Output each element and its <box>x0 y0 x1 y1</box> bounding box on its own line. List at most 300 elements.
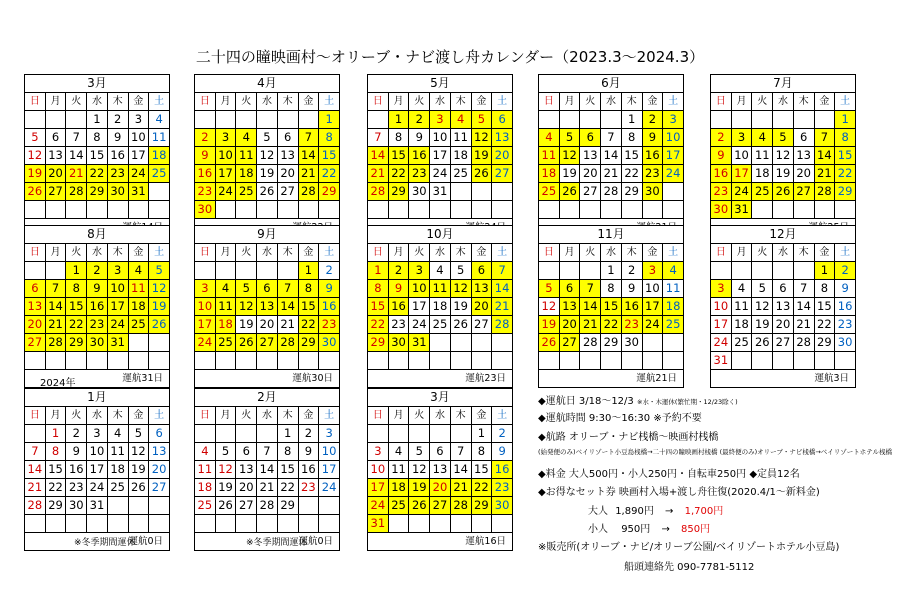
day-cell: 24 <box>319 479 340 497</box>
day-cell: 30 <box>492 497 513 515</box>
empty-cell <box>87 352 108 370</box>
day-cell: 7 <box>450 443 471 461</box>
empty-cell <box>215 201 236 219</box>
day-cell: 23 <box>621 316 642 334</box>
weekday-header: 木 <box>793 93 814 111</box>
empty-cell <box>215 515 236 533</box>
empty-cell <box>711 111 732 129</box>
empty-cell <box>319 515 340 533</box>
empty-cell <box>621 352 642 370</box>
day-cell: 22 <box>277 479 298 497</box>
month-header: 6月 <box>539 75 684 93</box>
day-cell: 27 <box>793 183 814 201</box>
empty-cell <box>580 201 601 219</box>
empty-cell <box>642 201 663 219</box>
weekday-header: 月 <box>45 407 66 425</box>
weekday-header: 水 <box>87 407 108 425</box>
day-cell: 24 <box>128 165 149 183</box>
weekday-header: 土 <box>319 244 340 262</box>
weekday-header: 木 <box>793 244 814 262</box>
day-cell: 27 <box>471 316 492 334</box>
day-cell: 6 <box>25 280 46 298</box>
day-cell: 4 <box>149 111 170 129</box>
day-cell: 10 <box>731 147 752 165</box>
day-cell: 4 <box>450 111 471 129</box>
empty-cell <box>277 111 298 129</box>
weekday-header: 金 <box>128 93 149 111</box>
day-cell: 31 <box>430 183 451 201</box>
empty-cell <box>814 111 835 129</box>
weekday-header: 日 <box>711 244 732 262</box>
empty-cell <box>752 352 773 370</box>
day-cell: 26 <box>559 183 580 201</box>
empty-cell <box>45 352 66 370</box>
empty-cell <box>430 334 451 352</box>
weekday-header: 木 <box>277 407 298 425</box>
day-cell: 19 <box>471 147 492 165</box>
empty-cell <box>430 515 451 533</box>
empty-cell <box>298 111 319 129</box>
empty-cell <box>580 111 601 129</box>
day-cell: 5 <box>539 280 560 298</box>
empty-cell <box>388 352 409 370</box>
day-cell: 5 <box>471 111 492 129</box>
empty-cell <box>430 352 451 370</box>
empty-cell <box>277 515 298 533</box>
day-cell: 14 <box>298 147 319 165</box>
day-cell: 21 <box>257 479 278 497</box>
day-cell: 9 <box>642 129 663 147</box>
weekday-header: 木 <box>450 93 471 111</box>
empty-cell <box>25 515 46 533</box>
day-cell: 22 <box>814 316 835 334</box>
empty-cell <box>128 334 149 352</box>
empty-cell <box>128 515 149 533</box>
day-cell: 3 <box>430 111 451 129</box>
empty-cell <box>236 425 257 443</box>
weekday-header: 土 <box>149 407 170 425</box>
day-cell: 1 <box>298 262 319 280</box>
day-cell: 25 <box>215 334 236 352</box>
operation-days-count: 運航16日 <box>368 533 513 551</box>
day-cell: 26 <box>25 183 46 201</box>
empty-cell <box>409 425 430 443</box>
day-cell: 13 <box>25 298 46 316</box>
empty-cell <box>149 183 170 201</box>
day-cell: 26 <box>236 334 257 352</box>
weekday-header: 日 <box>25 244 46 262</box>
day-cell: 20 <box>25 316 46 334</box>
month-calendar <box>194 388 340 551</box>
empty-cell <box>45 262 66 280</box>
day-cell: 15 <box>87 147 108 165</box>
weekday-header: 日 <box>195 93 216 111</box>
day-cell: 15 <box>621 147 642 165</box>
day-cell: 28 <box>580 334 601 352</box>
weekday-header: 日 <box>368 407 389 425</box>
day-cell: 29 <box>319 183 340 201</box>
day-cell: 8 <box>66 280 87 298</box>
day-cell: 15 <box>45 461 66 479</box>
day-cell: 8 <box>87 129 108 147</box>
day-cell: 8 <box>601 280 622 298</box>
empty-cell <box>66 515 87 533</box>
weekday-header: 土 <box>319 407 340 425</box>
day-cell: 10 <box>711 298 732 316</box>
day-cell: 16 <box>107 147 128 165</box>
day-cell: 17 <box>128 147 149 165</box>
day-cell: 1 <box>814 262 835 280</box>
weekday-header: 水 <box>601 93 622 111</box>
empty-cell <box>471 334 492 352</box>
day-cell: 5 <box>236 280 257 298</box>
day-cell: 23 <box>66 479 87 497</box>
day-cell: 22 <box>601 316 622 334</box>
day-cell: 12 <box>257 147 278 165</box>
day-cell: 29 <box>45 497 66 515</box>
day-cell: 6 <box>45 129 66 147</box>
empty-cell <box>492 201 513 219</box>
day-cell: 1 <box>621 111 642 129</box>
day-cell: 20 <box>559 316 580 334</box>
day-cell: 16 <box>642 147 663 165</box>
day-cell: 20 <box>257 316 278 334</box>
day-cell: 7 <box>793 280 814 298</box>
weekday-header: 金 <box>471 93 492 111</box>
weekday-header: 金 <box>814 93 835 111</box>
empty-cell <box>128 497 149 515</box>
day-cell: 3 <box>663 111 684 129</box>
day-cell: 25 <box>128 316 149 334</box>
empty-cell <box>128 352 149 370</box>
day-cell: 30 <box>621 334 642 352</box>
empty-cell <box>773 352 794 370</box>
day-cell: 24 <box>409 316 430 334</box>
day-cell: 31 <box>107 334 128 352</box>
weekday-header: 土 <box>663 244 684 262</box>
weekday-header: 土 <box>835 244 856 262</box>
day-cell: 3 <box>215 129 236 147</box>
day-cell: 13 <box>149 443 170 461</box>
weekday-header: 火 <box>66 93 87 111</box>
weekday-header: 木 <box>277 244 298 262</box>
day-cell: 1 <box>471 425 492 443</box>
day-cell: 25 <box>149 165 170 183</box>
day-cell: 28 <box>450 497 471 515</box>
day-cell: 31 <box>731 201 752 219</box>
day-cell: 15 <box>388 147 409 165</box>
day-cell: 7 <box>257 443 278 461</box>
day-cell: 17 <box>642 298 663 316</box>
day-cell: 16 <box>492 461 513 479</box>
day-cell: 20 <box>793 165 814 183</box>
day-cell: 5 <box>559 129 580 147</box>
day-cell: 30 <box>409 183 430 201</box>
day-cell: 18 <box>663 298 684 316</box>
operation-days-line <box>538 392 738 407</box>
day-cell: 28 <box>45 334 66 352</box>
empty-cell <box>471 183 492 201</box>
weekday-header: 土 <box>149 244 170 262</box>
day-cell: 12 <box>539 298 560 316</box>
day-cell: 3 <box>368 443 389 461</box>
day-cell: 13 <box>471 280 492 298</box>
day-cell: 24 <box>711 334 732 352</box>
empty-cell <box>711 262 732 280</box>
month-calendar <box>538 74 684 237</box>
day-cell: 18 <box>450 147 471 165</box>
empty-cell <box>149 497 170 515</box>
day-cell: 23 <box>298 479 319 497</box>
empty-cell <box>773 201 794 219</box>
day-cell: 7 <box>66 129 87 147</box>
day-cell: 6 <box>236 443 257 461</box>
empty-cell <box>471 352 492 370</box>
day-cell: 26 <box>149 316 170 334</box>
weekday-header: 土 <box>492 244 513 262</box>
day-cell: 1 <box>87 111 108 129</box>
empty-cell <box>580 262 601 280</box>
day-cell: 28 <box>601 183 622 201</box>
child-price-line <box>588 520 710 535</box>
day-cell: 17 <box>368 479 389 497</box>
day-cell: 12 <box>409 461 430 479</box>
day-cell: 21 <box>66 165 87 183</box>
day-cell: 3 <box>731 129 752 147</box>
day-cell: 17 <box>663 147 684 165</box>
day-cell: 7 <box>580 280 601 298</box>
empty-cell <box>257 111 278 129</box>
empty-cell <box>773 111 794 129</box>
day-cell: 19 <box>752 316 773 334</box>
day-cell: 22 <box>835 165 856 183</box>
empty-cell <box>835 352 856 370</box>
month-header: 12月 <box>711 226 856 244</box>
empty-cell <box>559 352 580 370</box>
day-cell: 31 <box>128 183 149 201</box>
weekday-header: 水 <box>601 244 622 262</box>
weekday-header: 金 <box>642 93 663 111</box>
day-cell: 15 <box>319 147 340 165</box>
weekday-header: 火 <box>236 93 257 111</box>
month-header: 10月 <box>368 226 513 244</box>
day-cell: 17 <box>195 316 216 334</box>
arrow-icon: → <box>661 524 670 535</box>
winter-closed-note-jan: ※冬季期間運休 <box>74 538 136 548</box>
day-cell: 9 <box>107 129 128 147</box>
weekday-header: 金 <box>814 244 835 262</box>
day-cell: 13 <box>430 461 451 479</box>
day-cell: 18 <box>731 316 752 334</box>
day-cell: 1 <box>388 111 409 129</box>
empty-cell <box>257 262 278 280</box>
weekday-header: 水 <box>87 244 108 262</box>
day-cell: 2 <box>711 129 732 147</box>
day-cell: 7 <box>25 443 46 461</box>
day-cell: 16 <box>66 461 87 479</box>
empty-cell <box>215 352 236 370</box>
weekday-header: 月 <box>215 93 236 111</box>
day-cell: 24 <box>642 316 663 334</box>
empty-cell <box>257 425 278 443</box>
day-cell: 28 <box>257 497 278 515</box>
empty-cell <box>236 262 257 280</box>
day-cell: 19 <box>773 165 794 183</box>
month-header: 11月 <box>539 226 684 244</box>
empty-cell <box>663 352 684 370</box>
day-cell: 18 <box>430 298 451 316</box>
empty-cell <box>45 515 66 533</box>
day-cell: 3 <box>711 280 732 298</box>
empty-cell <box>87 201 108 219</box>
day-cell: 29 <box>87 183 108 201</box>
day-cell: 6 <box>471 262 492 280</box>
day-cell: 28 <box>298 183 319 201</box>
empty-cell <box>814 352 835 370</box>
day-cell: 23 <box>409 165 430 183</box>
month-calendar <box>194 74 340 237</box>
month-calendar <box>710 74 856 237</box>
day-cell: 31 <box>711 352 732 370</box>
day-cell: 27 <box>580 183 601 201</box>
day-cell: 16 <box>195 165 216 183</box>
day-cell: 29 <box>621 183 642 201</box>
month-calendar <box>24 74 170 237</box>
month-calendar <box>24 388 170 551</box>
empty-cell <box>471 201 492 219</box>
weekday-header: 土 <box>663 93 684 111</box>
empty-cell <box>195 111 216 129</box>
empty-cell <box>752 201 773 219</box>
day-cell: 7 <box>298 129 319 147</box>
day-cell: 28 <box>277 334 298 352</box>
weekday-header: 日 <box>711 93 732 111</box>
day-cell: 13 <box>236 461 257 479</box>
empty-cell <box>45 201 66 219</box>
day-cell: 29 <box>66 334 87 352</box>
weekday-header: 火 <box>236 244 257 262</box>
day-cell: 10 <box>215 147 236 165</box>
route: ◆航路 オリーブ・ナビ桟橋～映画村桟橋 <box>538 432 719 443</box>
day-cell: 30 <box>711 201 732 219</box>
day-cell: 5 <box>409 443 430 461</box>
day-cell: 25 <box>195 497 216 515</box>
day-cell: 18 <box>149 147 170 165</box>
day-cell: 13 <box>257 298 278 316</box>
day-cell: 10 <box>642 280 663 298</box>
day-cell: 27 <box>149 479 170 497</box>
day-cell: 6 <box>773 280 794 298</box>
operation-days-count: 運航31日 <box>25 370 170 388</box>
fare-line <box>538 465 800 480</box>
day-cell: 21 <box>368 165 389 183</box>
day-cell: 23 <box>388 316 409 334</box>
empty-cell <box>257 201 278 219</box>
empty-cell <box>298 352 319 370</box>
day-cell: 4 <box>752 129 773 147</box>
empty-cell <box>236 111 257 129</box>
day-cell: 4 <box>215 280 236 298</box>
empty-cell <box>128 201 149 219</box>
day-cell: 24 <box>195 334 216 352</box>
month-header: 3月 <box>368 389 513 407</box>
empty-cell <box>450 425 471 443</box>
day-cell: 1 <box>45 425 66 443</box>
empty-cell <box>25 262 46 280</box>
empty-cell <box>793 262 814 280</box>
day-cell: 24 <box>663 165 684 183</box>
weekday-header: 月 <box>215 244 236 262</box>
day-cell: 9 <box>621 280 642 298</box>
day-cell: 4 <box>731 280 752 298</box>
day-cell: 9 <box>298 443 319 461</box>
empty-cell <box>793 201 814 219</box>
weekday-header: 日 <box>195 407 216 425</box>
weekday-header: 水 <box>773 93 794 111</box>
empty-cell <box>388 425 409 443</box>
day-cell: 15 <box>814 298 835 316</box>
adult-new-price: 1,700円 <box>684 506 724 517</box>
day-cell: 22 <box>319 165 340 183</box>
empty-cell <box>731 262 752 280</box>
empty-cell <box>430 425 451 443</box>
day-cell: 19 <box>236 316 257 334</box>
day-cell: 1 <box>368 262 389 280</box>
weekday-header: 土 <box>492 93 513 111</box>
month-calendar <box>24 225 170 388</box>
day-cell: 13 <box>559 298 580 316</box>
empty-cell <box>471 515 492 533</box>
day-cell: 8 <box>471 443 492 461</box>
day-cell: 25 <box>450 165 471 183</box>
day-cell: 2 <box>195 129 216 147</box>
day-cell: 30 <box>195 201 216 219</box>
day-cell: 27 <box>236 497 257 515</box>
weekday-header: 日 <box>25 407 46 425</box>
set-ticket: ◆お得なセット券 映画村入場+渡し舟往復(2020.4/1～新料金) <box>538 487 820 498</box>
empty-cell <box>25 111 46 129</box>
empty-cell <box>298 201 319 219</box>
weekday-header: 月 <box>45 93 66 111</box>
empty-cell <box>257 515 278 533</box>
day-cell: 28 <box>492 316 513 334</box>
weekday-header: 金 <box>471 407 492 425</box>
day-cell: 13 <box>45 147 66 165</box>
empty-cell <box>236 352 257 370</box>
empty-cell <box>663 334 684 352</box>
weekday-header: 水 <box>257 244 278 262</box>
empty-cell <box>450 352 471 370</box>
empty-cell <box>752 111 773 129</box>
weekday-header: 金 <box>298 244 319 262</box>
day-cell: 1 <box>601 262 622 280</box>
day-cell: 23 <box>492 479 513 497</box>
month-calendar <box>367 74 513 237</box>
weekday-header: 金 <box>298 407 319 425</box>
empty-cell <box>492 334 513 352</box>
day-cell: 12 <box>236 298 257 316</box>
month-header: 2月 <box>195 389 340 407</box>
day-cell: 19 <box>257 165 278 183</box>
empty-cell <box>642 334 663 352</box>
weekday-header: 水 <box>87 93 108 111</box>
weekday-header: 水 <box>430 407 451 425</box>
day-cell: 10 <box>128 129 149 147</box>
day-cell: 30 <box>642 183 663 201</box>
day-cell: 23 <box>195 183 216 201</box>
winter-closed-note-feb: ※冬季期間運休 <box>246 538 308 548</box>
empty-cell <box>539 352 560 370</box>
